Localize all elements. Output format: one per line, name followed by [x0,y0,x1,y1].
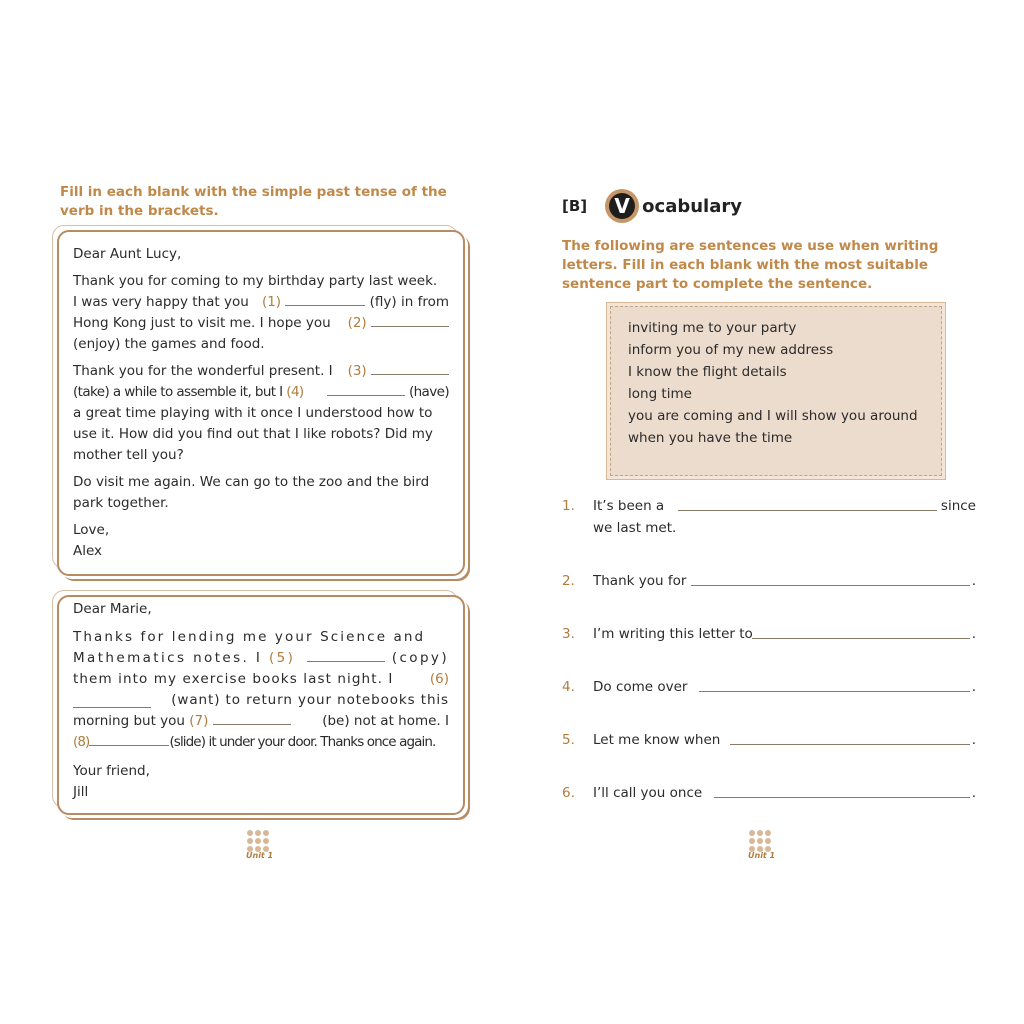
blank-number-2: (2) [347,315,367,331]
question-text: I’ll call you once [593,785,703,801]
word-box [610,306,942,476]
blank-number-7: (7) [189,713,209,729]
letter-card-aunt-lucy [57,230,465,576]
letter1-closing: Love, [73,522,110,538]
left-instruction: Fill in each blank with the simple past tense of the verb in the brackets. [60,184,447,219]
right-instruction: The following are sentences we use when writing letters. Fill in each blank with the most suitable sentence part to complete the sentence. [562,238,939,292]
blank-number-5: (5) [269,650,296,666]
page-footer-unit: Unit 1 [748,851,776,860]
letter1-greeting: Dear Aunt Lucy, [73,246,182,262]
vocab-question [562,570,980,592]
answer-line[interactable] [752,638,970,639]
question-text-after: . [971,732,976,748]
vocab-question [562,782,980,804]
letter1-text: I was very happy that you [73,294,249,310]
section-title [562,186,742,226]
answer-blank-7[interactable] [213,711,291,725]
word-box-item: I know the flight details [628,364,787,380]
answer-blank-5[interactable] [307,648,385,662]
question-text-after: . [971,573,976,589]
letter2-signature: Jill [73,784,89,800]
answer-blank-4[interactable] [327,382,405,396]
letter2-closing: Your friend, [73,763,150,779]
page-footer-unit: Unit 1 [246,851,274,860]
letter1-text: (enjoy) the games and food. [73,336,265,352]
vocabulary-badge-icon: V [605,189,639,223]
answer-blank-3[interactable] [371,361,449,375]
letter-card-marie [57,595,465,815]
answer-line[interactable] [699,691,970,692]
vocab-question [562,495,980,539]
blank-number-3: (3) [347,363,367,379]
vocab-question [562,676,980,698]
question-text-after: . [971,785,976,801]
question-number: 6. [562,785,575,801]
question-number: 3. [562,626,575,642]
answer-line[interactable] [714,797,970,798]
letter1-text: Thank you for coming to my birthday party last week. [73,273,438,289]
question-number: 1. [562,498,575,514]
letter1-text: mother tell you? [73,447,184,463]
question-text-after: . [971,679,976,695]
question-text: Thank you for [593,573,687,589]
letter1-text: Thank you for the wonderful present. I [73,363,333,379]
question-text: I’m writing this letter to [593,626,753,642]
vocab-question [562,729,980,751]
section-label: [B] [562,197,588,215]
letter2-text: Thanks for lending me your Science and [73,629,426,645]
question-number: 4. [562,679,575,695]
question-text: Let me know when [593,732,721,748]
letter2-text: (be) not at home. I [322,713,449,729]
question-text-after: since [940,498,976,514]
question-number: 5. [562,732,575,748]
answer-line[interactable] [691,585,970,586]
section-title-text: ocabulary [642,195,742,217]
letter1-text: (have) [408,384,449,400]
letter2-text: (slide) it under your door. Thanks once again. [169,734,436,750]
letter1-text: park together. [73,495,169,511]
letter2-text: Mathematics notes. I [73,650,263,666]
answer-blank-2[interactable] [371,313,449,327]
letter1-text: (take) a while to assemble it, but I [73,384,283,400]
word-box-item: when you have the time [628,430,793,446]
question-text: Do come over [593,679,688,695]
question-text-after: . [971,626,976,642]
answer-blank-1[interactable] [285,292,365,306]
blank-number-6: (6) [429,671,449,687]
question-text: It’s been a [593,498,665,514]
word-box-item: inform you of my new address [628,342,834,358]
blank-number-1: (1) [261,294,282,310]
answer-blank-8[interactable] [89,732,169,746]
letter2-text: (want) to return your notebooks this [171,692,449,708]
word-box-item: inviting me to your party [628,320,797,336]
letter1-text: Hong Kong just to visit me. I hope you [73,315,331,331]
letter1-text: (fly) in from [369,294,449,310]
blank-number-8: (8) [73,734,90,750]
answer-line[interactable] [678,510,937,511]
question-text: we last met. [593,520,677,536]
letter1-signature: Alex [73,543,103,559]
letter2-greeting: Dear Marie, [73,601,152,617]
letter1-text: a great time playing with it once I understood how to [73,405,433,421]
word-box-item: you are coming and I will show you around [628,408,918,424]
answer-blank-6[interactable] [73,694,151,708]
letter1-text: Do visit me again. We can go to the zoo and the bird [73,474,430,490]
vocab-question [562,623,980,645]
word-box-item: long time [628,386,692,402]
blank-number-4: (4) [286,384,304,400]
letter2-text: them into my exercise books last night. I [73,671,394,687]
letter1-text: use it. How did you find out that I like robots? Did my [73,426,433,442]
letter2-text: morning but you [73,713,185,729]
question-number: 2. [562,573,575,589]
letter2-text: (copy) [391,650,449,666]
answer-line[interactable] [730,744,970,745]
